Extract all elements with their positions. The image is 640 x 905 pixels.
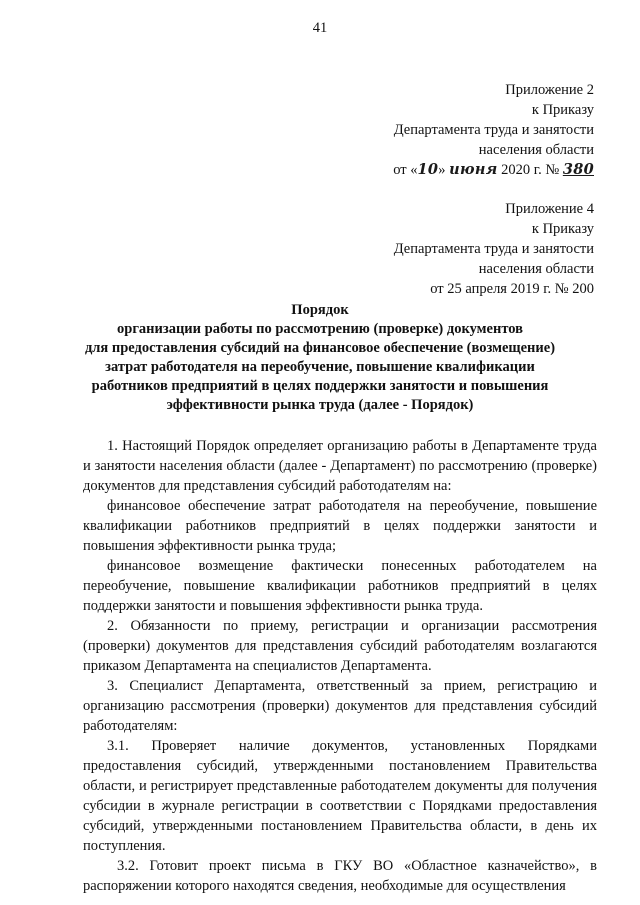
date-prefix: от « — [393, 162, 418, 178]
appendix-original-line1: Приложение 4 — [505, 201, 594, 217]
appendix-current-line4: населения области — [478, 142, 594, 158]
paragraph-3-2: 3.2. Готовит проект письма в ГКУ ВО «Областное казначейство», в распоряжении которого находятся сведения, необходимые для осуществления — [83, 858, 597, 894]
appendix-current-line2: к Приказу — [531, 102, 594, 118]
title-line: Порядок — [291, 302, 349, 318]
paragraph-1: 1. Настоящий Порядок определяет организацию работы в Департаменте труда и занятости населения области (далее - Департамент) по рассмотрению (проверке) документов для представления субсидий работодателям на: — [83, 438, 597, 494]
appendix-current-line3: Департамента труда и занятости — [393, 122, 594, 138]
appendix-current-line1: Приложение 2 — [505, 82, 594, 98]
paragraph-2: 2. Обязанности по приему, регистрации и организации рассмотрения (проверки) документов для представления субсидий работодателям возлагаются приказом Департамента на специалистов Департамента. — [83, 618, 597, 674]
title-line: организации работы по рассмотрению (проверке) документов — [117, 321, 523, 337]
document-body — [83, 436, 597, 896]
paragraph-1-item-b: финансовое возмещение фактически понесенных работодателем на переобучение, повышение квалификации работников предприятий в целях поддержки занятости и повышения эффективности рынка труда. — [83, 558, 597, 614]
title-line: затрат работодателя на переобучение, повышение квалификации — [105, 359, 535, 375]
appendix-original-block — [394, 199, 594, 299]
document-title — [60, 301, 580, 415]
appendix-current-block — [393, 80, 594, 180]
handwritten-number: 380 — [562, 161, 594, 178]
date-year: 2020 г. № — [497, 162, 563, 178]
title-line: для предоставления субсидий на финансовое обеспечение (возмещение) — [84, 340, 556, 356]
paragraph-1-item-a: финансовое обеспечение затрат работодателя на переобучение, повышение квалификации работников предприятий в целях поддержки занятости и повышения эффективности рынка труда; — [83, 498, 597, 554]
appendix-original-line4: населения области — [478, 261, 594, 277]
date-mid: » — [438, 162, 450, 178]
appendix-original-line2: к Приказу — [531, 221, 594, 237]
handwritten-month: июня — [449, 161, 498, 178]
appendix-original-line5: от 25 апреля 2019 г. № 200 — [430, 281, 594, 297]
paragraph-3-1: 3.1. Проверяет наличие документов, установленных Порядками предоставления субсидий, утвержденными постановлением Правительства области, и регистрирует представленные работодателем документы для получения субсидии в журнале регистрации в соответствии с Порядками предоставления субсидий, утвержденными постановлением Правительства области, в день их поступления. — [83, 738, 597, 854]
appendix-original-line3: Департамента труда и занятости — [393, 241, 594, 257]
page-number: 41 — [312, 20, 328, 36]
title-line: эффективности рынка труда (далее - Порядок) — [166, 397, 474, 413]
handwritten-day: 10 — [417, 161, 439, 178]
paragraph-3: 3. Специалист Департамента, ответственный за прием, регистрацию и организацию рассмотрения (проверки) документов для представления субсидий работодателям: — [83, 678, 597, 734]
appendix-current-date — [393, 160, 594, 180]
title-line: работников предприятий в целях поддержки занятости и повышения — [91, 378, 549, 394]
